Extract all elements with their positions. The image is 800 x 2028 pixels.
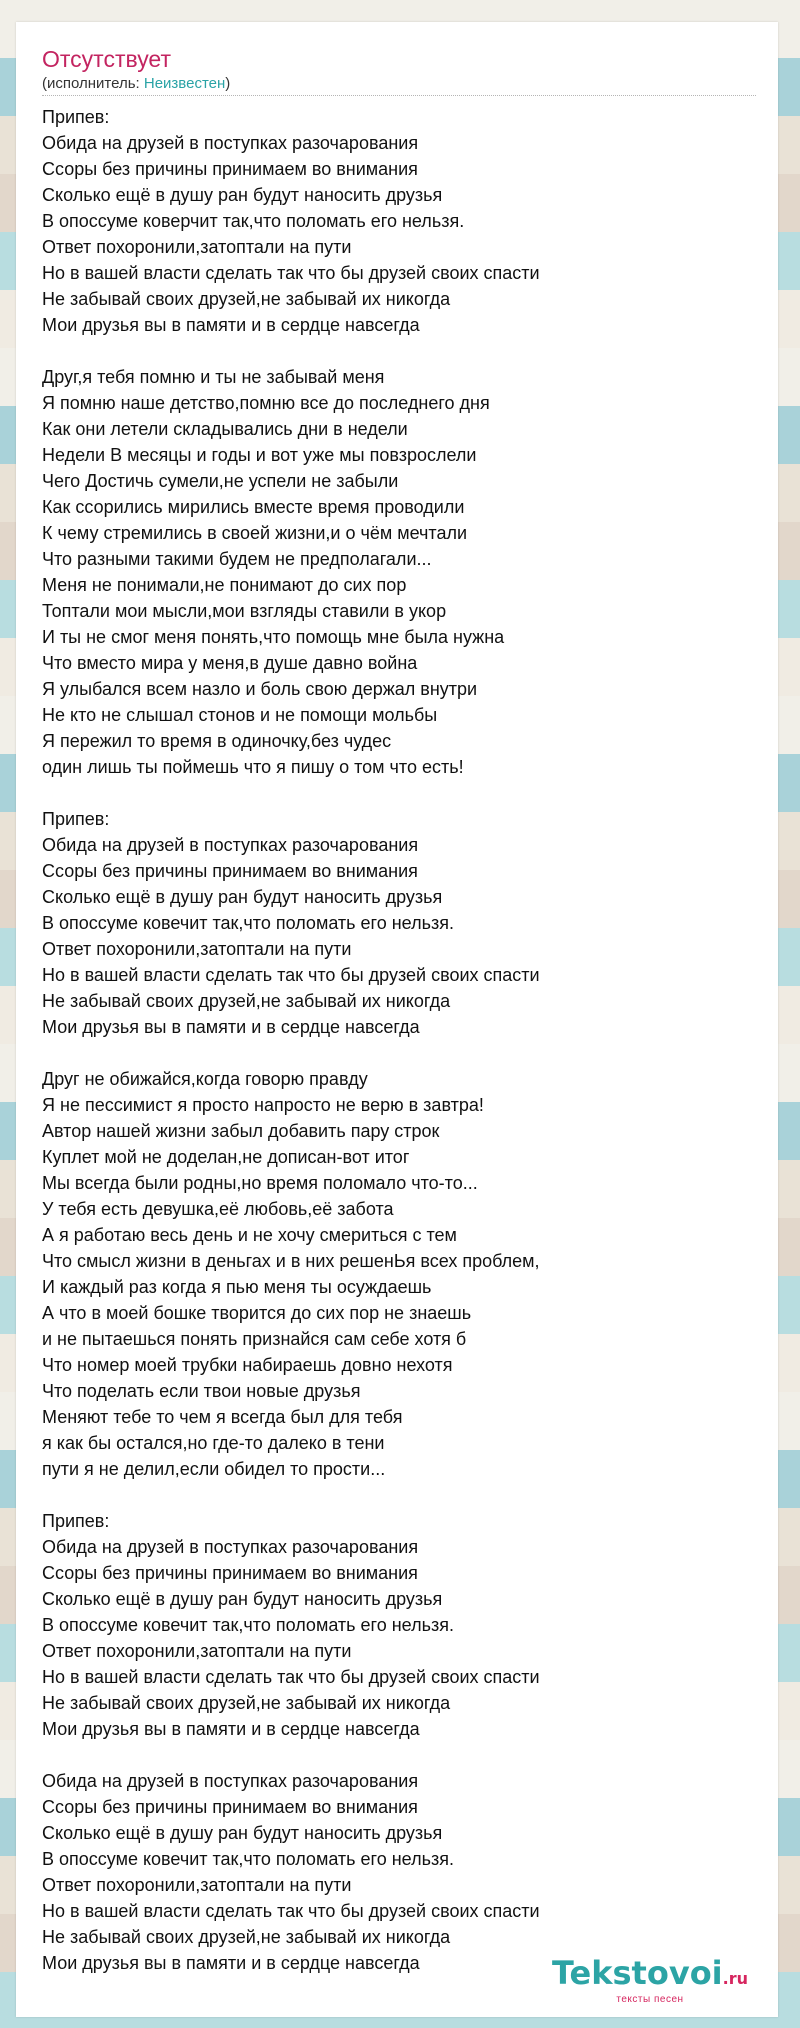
lyric-line: Но в вашей власти сделать так что бы друзей своих спасти <box>42 1667 540 1687</box>
lyrics-body <box>42 104 762 1976</box>
lyric-line: Мои друзья вы в памяти и в сердце навсегда <box>42 1953 420 1973</box>
lyric-line: Недели В месяцы и годы и вот уже мы повзрослели <box>42 445 477 465</box>
lyric-line: Я пережил то время в одиночку,без чудес <box>42 731 392 751</box>
lyric-line: Ссоры без причины принимаем во внимания <box>42 1797 418 1817</box>
lyric-line: В опоссуме ковечит так,что поломать его нельзя. <box>42 1615 454 1635</box>
lyric-line: Припев: <box>42 1511 110 1531</box>
lyric-line: Мои друзья вы в памяти и в сердце навсегда <box>42 1719 420 1739</box>
lyric-line: Припев: <box>42 107 110 127</box>
lyric-line: Друг не обижайся,когда говорю правду <box>42 1069 368 1089</box>
lyric-line: Обида на друзей в поступках разочарования <box>42 1537 419 1557</box>
lyric-line: Меняют тебе то чем я всегда был для тебя <box>42 1407 403 1427</box>
lyric-line: Друг,я тебя помню и ты не забывай меня <box>42 367 385 387</box>
lyric-line: Не забывай своих друзей,не забывай их никогда <box>42 1927 451 1947</box>
lyric-line: Ссоры без причины принимаем во внимания <box>42 159 418 179</box>
lyric-line: Не забывай своих друзей,не забывай их никогда <box>42 289 451 309</box>
lyric-line: Обида на друзей в поступках разочарования <box>42 1771 419 1791</box>
lyric-line: я как бы остался,но где-то далеко в тени <box>42 1433 385 1453</box>
lyric-line: Ответ похоронили,затоптали на пути <box>42 1641 352 1661</box>
lyric-line: Как ссорились мирились вместе время проводили <box>42 497 465 517</box>
lyric-line: Топтали мои мысли,мои взгляды ставили в укор <box>42 601 447 621</box>
logo-tld: .ru <box>722 1969 748 1988</box>
artist-prefix: (исполнитель: <box>42 75 144 92</box>
lyric-line: Я не пессимист я просто напросто не верю в завтра! <box>42 1095 484 1115</box>
lyric-line: Но в вашей власти сделать так что бы друзей своих спасти <box>42 965 540 985</box>
lyric-line: Ответ похоронили,затоптали на пути <box>42 939 352 959</box>
artist-suffix: ) <box>225 75 231 92</box>
lyric-line: Чего Достичь сумели,не успели не забыли <box>42 471 399 491</box>
lyric-line: У тебя есть девушка,её любовь,её забота <box>42 1199 394 1219</box>
lyric-line: В опоссуме ковечит так,что поломать его нельзя. <box>42 1849 454 1869</box>
lyric-line: Мы всегда были родны,но время поломало что-то... <box>42 1173 478 1193</box>
logo-name: Tekstovoi <box>551 1954 723 1992</box>
lyric-line: Ответ похоронили,затоптали на пути <box>42 1875 352 1895</box>
lyric-line: И каждый раз когда я пью меня ты осуждаешь <box>42 1277 432 1297</box>
lyric-line: Как они летели складывались дни в недели <box>42 419 408 439</box>
logo-tagline: тексты песен <box>616 1994 684 2005</box>
lyric-line: Сколько ещё в душу ран будут наносить друзья <box>42 1589 443 1609</box>
lyric-line: Но в вашей власти сделать так что бы друзей своих спасти <box>42 1901 540 1921</box>
lyric-line: Меня не понимали,не понимают до сих пор <box>42 575 407 595</box>
lyric-line: один лишь ты поймешь что я пишу о том что есть! <box>42 757 464 777</box>
lyric-line: и не пытаешься понять признайся сам себе хотя б <box>42 1329 467 1349</box>
lyric-line: И ты не смог меня понять,что помощь мне была нужна <box>42 627 505 647</box>
lyric-line: пути я не делил,если обидел то прости... <box>42 1459 386 1479</box>
lyric-line: Ссоры без причины принимаем во внимания <box>42 861 418 881</box>
lyric-line: Не забывай своих друзей,не забывай их никогда <box>42 991 451 1011</box>
lyric-line: Не забывай своих друзей,не забывай их никогда <box>42 1693 451 1713</box>
lyric-line: Мои друзья вы в памяти и в сердце навсегда <box>42 1017 420 1037</box>
lyric-line: А я работаю весь день и не хочу смериться с тем <box>42 1225 457 1245</box>
song-title: Отсутствует <box>42 46 171 72</box>
lyric-line: Что поделать если твои новые друзья <box>42 1381 361 1401</box>
lyric-line: Ссоры без причины принимаем во внимания <box>42 1563 418 1583</box>
lyric-line: Обида на друзей в поступках разочарования <box>42 835 419 855</box>
site-logo[interactable] <box>552 1955 748 2005</box>
stanza-break <box>42 780 762 806</box>
lyric-line: Что номер моей трубки набираешь довно нехотя <box>42 1355 453 1375</box>
artist-line <box>42 74 230 94</box>
artist-link[interactable]: Неизвестен <box>143 75 226 92</box>
divider <box>42 95 756 96</box>
lyric-line: К чему стремились в своей жизни,и о чём мечтали <box>42 523 468 543</box>
lyric-line: Я улыбался всем назло и боль свою держал внутри <box>42 679 478 699</box>
stanza-break <box>42 1040 762 1066</box>
lyric-line: Ответ похоронили,затоптали на пути <box>42 237 352 257</box>
lyric-line: В опоссуме коверчит так,что поломать его нельзя. <box>42 211 465 231</box>
logo-wordmark <box>552 1955 748 1997</box>
lyric-line: Куплет мой не доделан,не дописан-вот итог <box>42 1147 410 1167</box>
lyric-line: Но в вашей власти сделать так что бы друзей своих спасти <box>42 263 540 283</box>
lyric-line: Обида на друзей в поступках разочарования <box>42 133 419 153</box>
lyric-line: Сколько ещё в душу ран будут наносить друзья <box>42 887 443 907</box>
lyric-line: Сколько ещё в душу ран будут наносить друзья <box>42 185 443 205</box>
lyric-line: А что в моей бошке творится до сих пор не знаешь <box>42 1303 472 1323</box>
lyric-line: В опоссуме ковечит так,что поломать его нельзя. <box>42 913 454 933</box>
lyric-line: Автор нашей жизни забыл добавить пару строк <box>42 1121 440 1141</box>
lyric-line: Что вместо мира у меня,в душе давно война <box>42 653 418 673</box>
lyric-line: Что смысл жизни в деньгах и в них решенЬя всех проблем, <box>42 1251 540 1271</box>
lyric-line: Что разными такими будем не предполагали... <box>42 549 432 569</box>
lyric-line: Припев: <box>42 809 110 829</box>
content-card <box>16 22 778 2017</box>
lyric-line: Мои друзья вы в памяти и в сердце навсегда <box>42 315 420 335</box>
stanza-break <box>42 1482 762 1508</box>
stanza-break <box>42 338 762 364</box>
stanza-break <box>42 1742 762 1768</box>
lyric-line: Сколько ещё в душу ран будут наносить друзья <box>42 1823 443 1843</box>
lyric-line: Я помню наше детство,помню все до последнего дня <box>42 393 490 413</box>
lyric-line: Не кто не слышал стонов и не помощи мольбы <box>42 705 438 725</box>
